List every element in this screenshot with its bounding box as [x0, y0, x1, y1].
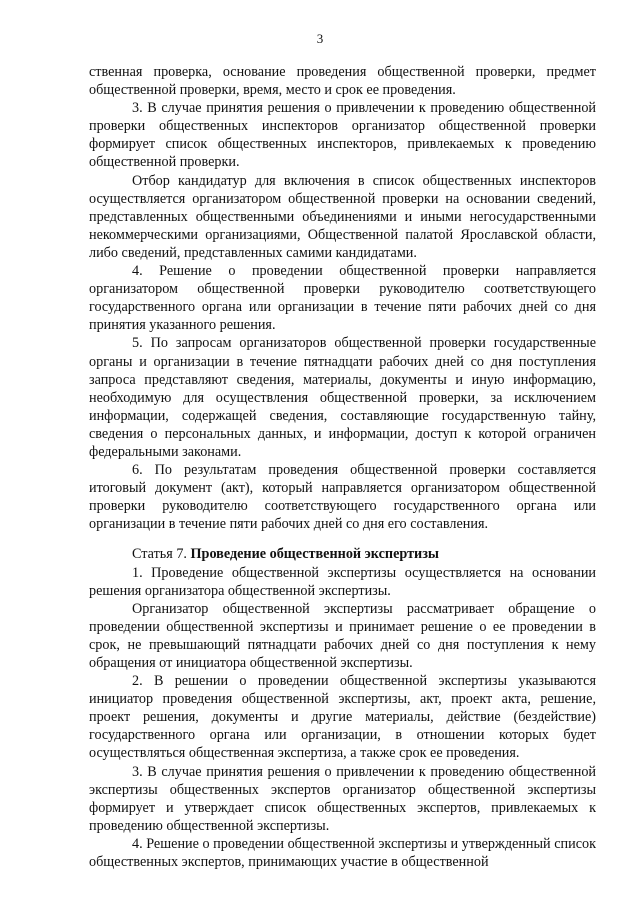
paragraph: 1. Проведение общественной экспертизы осуществляется на основании решения организатора общественной экспертизы. [89, 564, 596, 599]
paragraph: 3. В случае принятия решения о привлечении к проведению общественной проверки общественных инспекторов организатор общественной проверки формирует список общественных инспекторов, привлекаемых к проведению общественной проверки. [89, 100, 596, 171]
document-body [89, 63, 596, 871]
article-title: Проведение общественной экспертизы [190, 546, 439, 563]
paragraph: ственная проверка, основание проведения общественной проверки, предмет общественной проверки, время, место и срок ее проведения. [89, 64, 596, 99]
paragraph: 4. Решение о проведении общественной проверки направляется организатором общественной проверки руководителю соответствующего государственного органа или организации в течение пяти рабочих дней со дня принятия указанного решения. [89, 263, 596, 334]
article-heading [89, 545, 596, 563]
paragraph: 5. По запросам организаторов общественной проверки государственные органы и организации в течение пятнадцати рабочих дней со дня поступления запроса представляют сведения, материалы, документы и иную информацию, необходимую для осуществления общественной проверки, за исключением информации, содержащей сведения, составляющие государственную тайну, сведения о персональных данных, и информации, доступ к которой ограничен федеральными законами. [89, 335, 596, 460]
paragraphs-after [89, 564, 596, 872]
article-label: Статья 7. [132, 546, 187, 563]
paragraph: 4. Решение о проведении общественной экспертизы и утвержденный список общественных экспертов, принимающих участие в общественной [89, 835, 596, 871]
paragraphs-before [89, 63, 596, 533]
article-spacer [89, 533, 596, 545]
paragraph: 3. В случае принятия решения о привлечении к проведению общественной экспертизы общественных экспертов организатор общественной экспертизы формирует и утверждает список общественных экспертов, привлекаемых к проведению общественной экспертизы. [89, 763, 596, 834]
paragraph: Отбор кандидатур для включения в список общественных инспекторов осуществляется организатором общественной проверки на основании сведений, представленных общественными объединениями и иными негосударственными некоммерческими организациями, Общественной палатой Ярославской области, либо сведений, представленных самими кандидатами. [89, 172, 596, 261]
paragraph: Организатор общественной экспертизы рассматривает обращение о проведении общественной экспертизы и принимает решение о ее проведении в срок, не превышающий пятнадцати рабочих дней со дня поступления к нему обращения от инициатора общественной экспертизы. [89, 600, 596, 671]
paragraph: 6. По результатам проведения общественной проверки составляется итоговый документ (акт), который направляется организатором общественной проверки руководителю соответствующего государственного органа или организации в течение пяти рабочих дней со дня его составления. [89, 462, 596, 533]
page-number: 3 [316, 31, 324, 46]
paragraph: 2. В решении о проведении общественной экспертизы указываются инициатор проведения общественной экспертизы, акт, проект акта, решение, проект решения, документы и другие материалы, действие (бездействие) государственного органа или организации, в отношении которых будет осуществляться общественная экспертиза, а также срок ее проведения. [89, 673, 596, 762]
